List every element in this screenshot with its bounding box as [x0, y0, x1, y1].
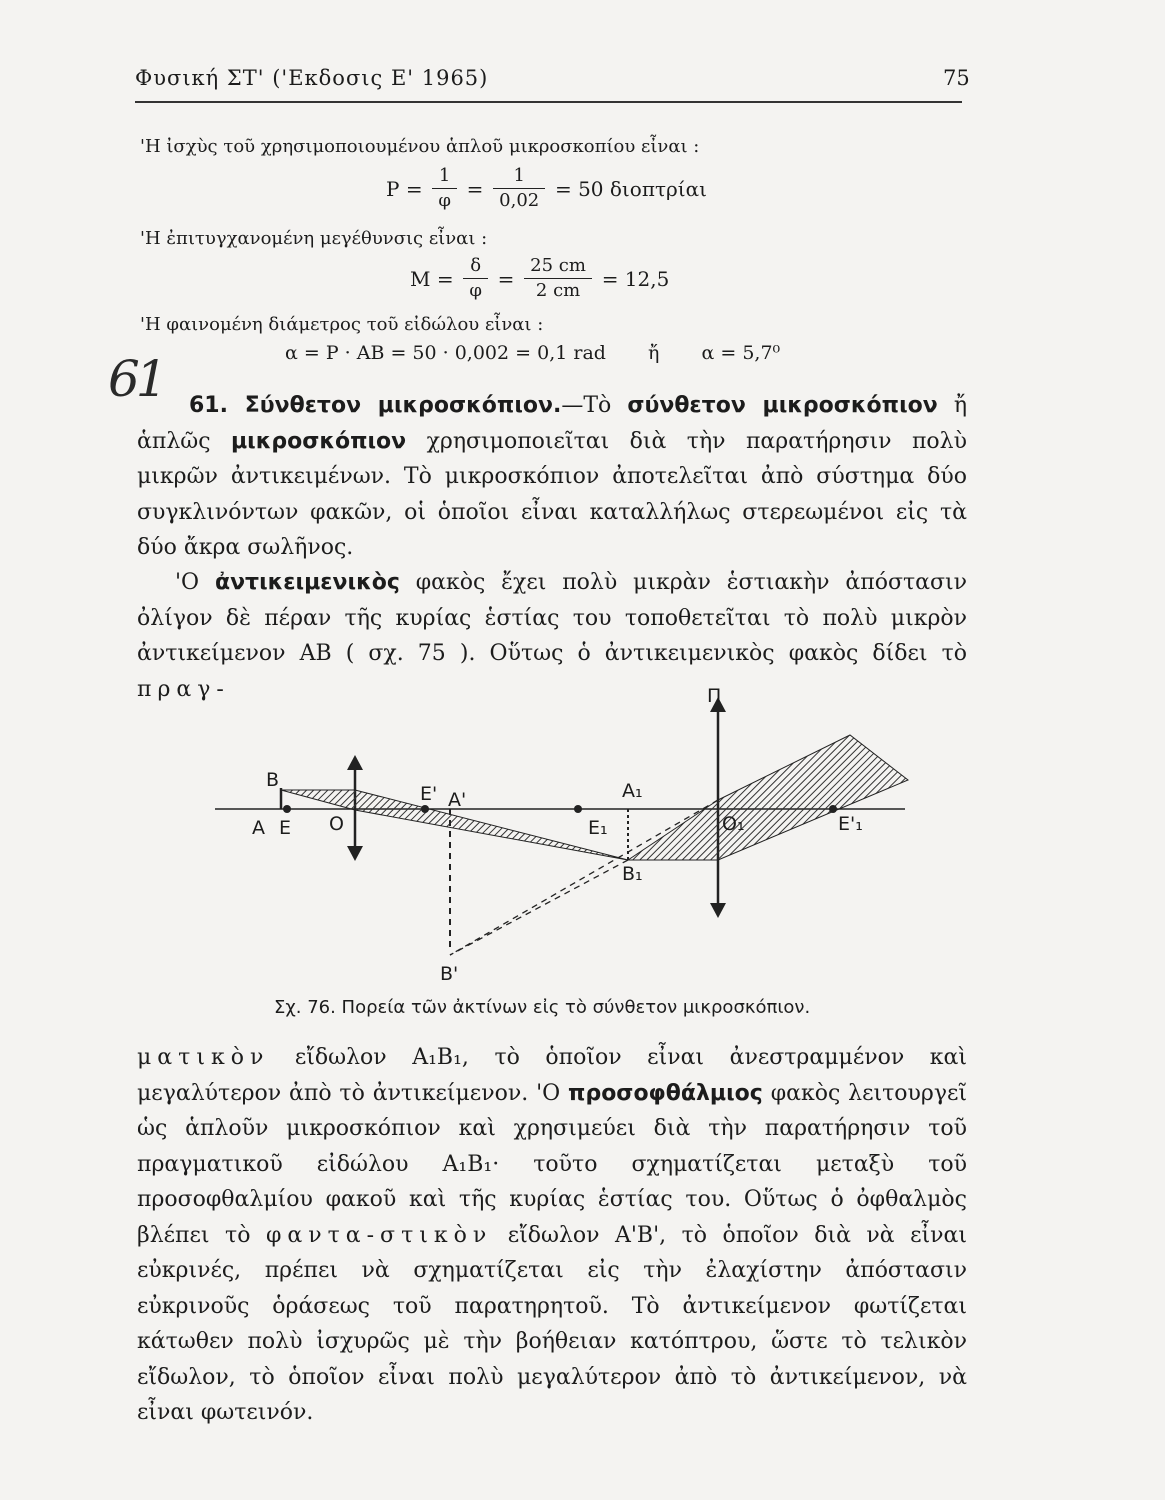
page-number: 75	[943, 66, 970, 90]
term-microscope: μικροσκόπιον	[230, 428, 407, 454]
label-A: A	[252, 817, 265, 839]
label-A-prime: A'	[448, 789, 467, 811]
diam-or: ἤ	[648, 342, 660, 364]
focal-point-E1	[574, 805, 582, 813]
diam-formula: α = P · AB = 50 · 0,002 = 0,1 rad ἤ α = 5,7⁰	[285, 342, 781, 364]
mag-formula: M = $\frac{\delta}{\varphi}$ = $\frac{25 cm}{2 cm}$ = 12,5	[410, 255, 670, 301]
section-paragraph-3: ματικὸν εἴδωλον A₁B₁, τὸ ὁποῖον εἶναι ἀνεστραμμένον καὶ μεγαλύτερον ἀπὸ τὸ ἀντικείμενον. 'Ο προσοφθάλμιος φακὸς λειτουργεῖ ὡς ἁπλοῦν μικροσκόπιον καὶ χρησιμεύει διὰ τὴν παρατήρησιν τοῦ πραγματικοῦ εἰδώλου A₁B₁· τοῦτο σχηματίζεται μεταξὺ τοῦ προσοφθαλμίου φακοῦ καὶ τῆς κυρίας ἑστίας του. Οὕτως ὁ ὀφθαλμὸς βλέπει τὸ φαντα-στικὸν εἴδωλον A'B', τὸ ὁποῖον διὰ νὰ εἶναι εὐκρινές, πρέπει νὰ σχηματίζεται εἰς τὴν ἐλαχίστην ἀπόστασιν εὐκρινοῦς ὁράσεως τοῦ παρατηρητοῦ. Τὸ ἀντικείμενον φωτίζεται κάτωθεν πολὺ ἰσχυρῶς μὲ τὴν βοήθειαν κατόπτρου, ὥστε τὸ τελικὸν εἴδωλον, τὸ ὁποῖον εἶναι πολὺ μεγαλύτερον ἀπὸ τὸ ἀντικείμενον, νὰ εἶναι φωτεινόν.	[137, 1045, 968, 1425]
virtual-ray-1	[450, 860, 628, 955]
power-result: = 50 διοπτρίαι	[554, 176, 707, 201]
label-A1: A₁	[622, 780, 643, 802]
section-paragraph-2: 'Ο ἀντικειμενικὸς φακὸς ἔχει πολὺ μικρὰν ἑστιακὴν ἀπόστασιν ὀλίγον δὲ πέραν τῆς κυρίας ἑστίας του τοποθετεῖται τὸ πολὺ μικρὸν ἀντικείμενον AB ( σχ. 75 ). Οὕτως ὁ ἀντικειμενικὸς φακὸς δίδει τὸ πραγ-	[137, 570, 968, 702]
mag-result: = 12,5	[601, 266, 670, 291]
focal-point-E-prime	[421, 805, 429, 813]
section-paragraph-1: 61. Σύνθετον μικροσκόπιον.—Τὸ σύνθετον μικροσκόπιον ἤ ἁπλῶς μικροσκόπιον χρησιμοποιεῖται διὰ τὴν παρατήρησιν πολὺ μικρῶν ἀντικειμένων. Τὸ μικροσκόπιον ἀποτελεῖται ἀπὸ σύστημα δύο συγκλινόντων φακῶν, οἱ ὁποῖοι εἶναι καταλλήλως στερεωμένοι εἰς τὰ δύο ἄκρα σωλῆνος.	[137, 393, 967, 560]
label-O1: O₁	[722, 813, 745, 835]
emergent-ray-bundle	[718, 735, 908, 860]
mag-frac-1: $\frac{\delta}{\varphi}$	[463, 254, 488, 303]
power-frac-1: $\frac{1}{\varphi}$	[432, 164, 457, 213]
figure-caption: Σχ. 76. Πορεία τῶν ἀκτίνων εἰς τὸ σύνθετον μικροσκόπιον.	[274, 997, 811, 1018]
term-eyepiece: προσοφθάλμιος	[568, 1080, 763, 1106]
focal-point-E1-prime	[829, 805, 837, 813]
power-frac-2: $\frac{1}{0,02}$	[493, 164, 545, 213]
mag-intro: 'Η ἐπιτυγχανομένη μεγέθυνσις εἶναι :	[140, 228, 488, 249]
label-E-prime: E'	[420, 783, 438, 805]
handwritten-note: 61	[108, 350, 164, 408]
eyepiece-lens-bottom-arrow	[710, 903, 726, 918]
diam-alt: α = 5,7⁰	[701, 342, 781, 364]
label-E1-prime: E'₁	[838, 813, 863, 835]
objective-lens-top-arrow	[347, 755, 363, 770]
running-title: Φυσική ΣΤ' ('Εκδοσις Ε' 1965)	[135, 66, 489, 90]
label-E1: E₁	[588, 817, 608, 839]
term-compound-microscope: σύνθετον μικροσκόπιον	[627, 393, 938, 418]
label-B-prime: B'	[440, 963, 459, 985]
diam-intro: 'Η φαινομένη διάμετρος τοῦ εἰδώλου εἶναι :	[140, 314, 544, 335]
label-O: O	[329, 813, 344, 835]
mag-lhs: M =	[410, 266, 454, 291]
mag-frac-2: $\frac{25 cm}{2 cm}$	[524, 254, 592, 303]
focal-point-E	[283, 805, 291, 813]
power-lhs: P =	[386, 176, 423, 201]
label-Pi: Π	[707, 685, 722, 707]
objective-lens-bottom-arrow	[347, 846, 363, 861]
power-intro: 'Η ἰσχὺς τοῦ χρησιμοποιουμένου ἁπλοῦ μικροσκοπίου εἶναι :	[140, 136, 700, 157]
label-E: E	[279, 817, 292, 839]
virtual-ray-2	[450, 800, 718, 955]
label-B: B	[266, 769, 280, 791]
power-formula: P = $\frac{1}{\varphi}$ = $\frac{1}{0,02}$ = 50 διοπτρίαι	[386, 165, 707, 211]
term-objective: ἀντικειμενικὸς	[214, 570, 400, 595]
label-B1: B₁	[622, 863, 643, 885]
section-title: 61. Σύνθετον μικροσκόπιον.	[189, 393, 562, 418]
